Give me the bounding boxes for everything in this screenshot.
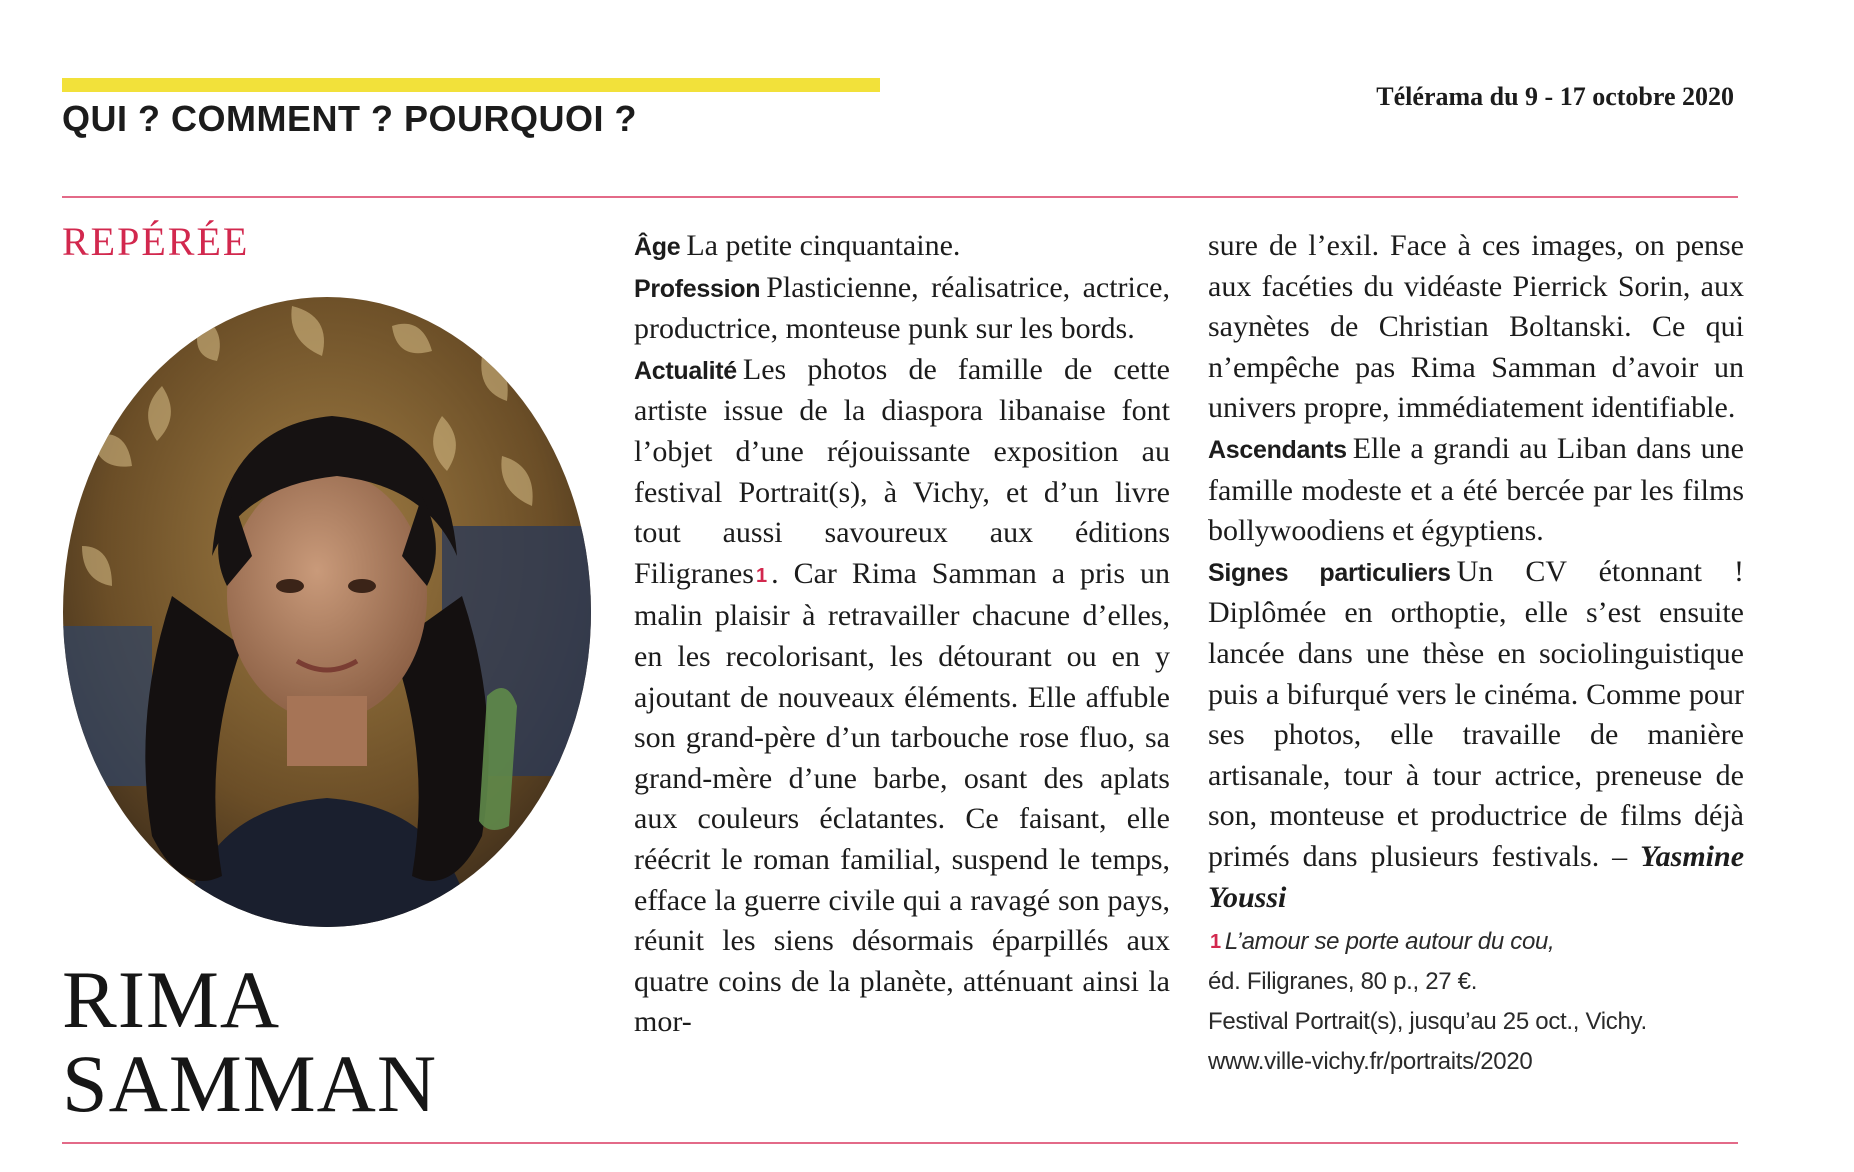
actualite-label: Actualité: [634, 356, 737, 385]
top-divider: [62, 196, 1738, 198]
book-publisher: éd. Filigranes, 80 p., 27 €.: [1208, 968, 1478, 996]
author-signature: Yasmine Youssi: [1208, 839, 1745, 914]
rubric-title: QUI ? COMMENT ? POURQUOI ?: [62, 98, 637, 139]
subject-name: [62, 954, 438, 1129]
actualite-paragraph: [634, 350, 1170, 1043]
publication-date: Télérama du 9 - 17 octobre 2020: [1376, 82, 1734, 111]
ascendants-paragraph: [1208, 429, 1744, 552]
kicker-label: REPÉRÉE: [62, 219, 250, 264]
actualite-text-continued: . Car Rima Samman a pris un malin plaisir à retravailler chacune d’elles, en les recolorisant, les détourant ou en y ajoutant de nouveaux éléments. Elle affuble son grand-père d’un tarbouche rose fluo, sa grand-mère d’une barbe, osant des aplats aux couleurs éclatantes. Ce faisant, elle réécrit le roman familial, suspend le temps, efface la guerre civile qui a ravagé son pays, réunit les siens désormais éparpillés aux quatre coins de la planète, atténuant ainsi la mor-: [634, 556, 1170, 1039]
article-column-1: [634, 226, 1170, 1043]
article-column-2: [1208, 226, 1744, 1082]
actualite-text-intro: Les photos de famille de cette artiste issue de la diaspora libanaise font l’objet d’une réjouissante exposition au festival Portrait(s), à Vichy, et d’un livre tout aussi savoureux aux éditions Filigranes: [634, 352, 1170, 590]
portrait-photo: [62, 296, 592, 928]
ascendants-text: Elle a grandi au Liban dans une famille modeste et a été bercée par les films bollywoodiens et égyptiens.: [1208, 431, 1744, 548]
age-label: Âge: [634, 233, 681, 261]
signes-label: Signes particuliers: [1208, 558, 1451, 587]
subject-last-name: SAMMAN: [62, 1038, 438, 1129]
actualite-paragraph-end: [1208, 226, 1744, 429]
profession-text: Plasticienne, réalisatrice, actrice, productrice, monteuse punk sur les bords.: [634, 270, 1170, 346]
subject-first-name: RIMA: [62, 954, 281, 1045]
book-title: L’amour se porte autour du cou,: [1224, 928, 1555, 956]
ascendants-label: Ascendants: [1208, 435, 1347, 464]
profession-label: Profession: [634, 274, 761, 303]
footnote-reference-mark: 1: [756, 564, 768, 587]
age-paragraph: [634, 226, 1170, 268]
festival-url: www.ville-vichy.fr/portraits/2020: [1208, 1048, 1533, 1076]
bottom-divider: [62, 1142, 1738, 1144]
signes-paragraph: [1208, 552, 1744, 918]
profession-paragraph: [634, 268, 1170, 350]
footnote-block: [1208, 922, 1744, 1082]
age-text: La petite cinquantaine.: [686, 229, 961, 262]
signes-text: Un CV étonnant ! Diplômée en orthoptie, elle s’est ensuite lancée dans une thèse en sociolinguistique puis a bifurqué vers le cinéma. Comme pour ses photos, elle travaille de manière artisanale, tour à tour actrice, preneuse de son, monteuse et productrice de films déjà primés dans plusieurs festivals. –: [1208, 554, 1745, 873]
festival-info: Festival Portrait(s), jusqu’au 25 oct., Vichy.: [1208, 1008, 1647, 1036]
footnote-mark: 1: [1210, 931, 1221, 954]
actualite-text-end: sure de l’exil. Face à ces images, on pense aux facéties du vidéaste Pierrick Sorin, aux saynètes de Christian Boltanski. Ce qui n’empêche pas Rima Samman d’avoir un univers propre, immédiatement identifiable.: [1208, 229, 1744, 425]
rubric-highlight-bar: [62, 78, 880, 92]
